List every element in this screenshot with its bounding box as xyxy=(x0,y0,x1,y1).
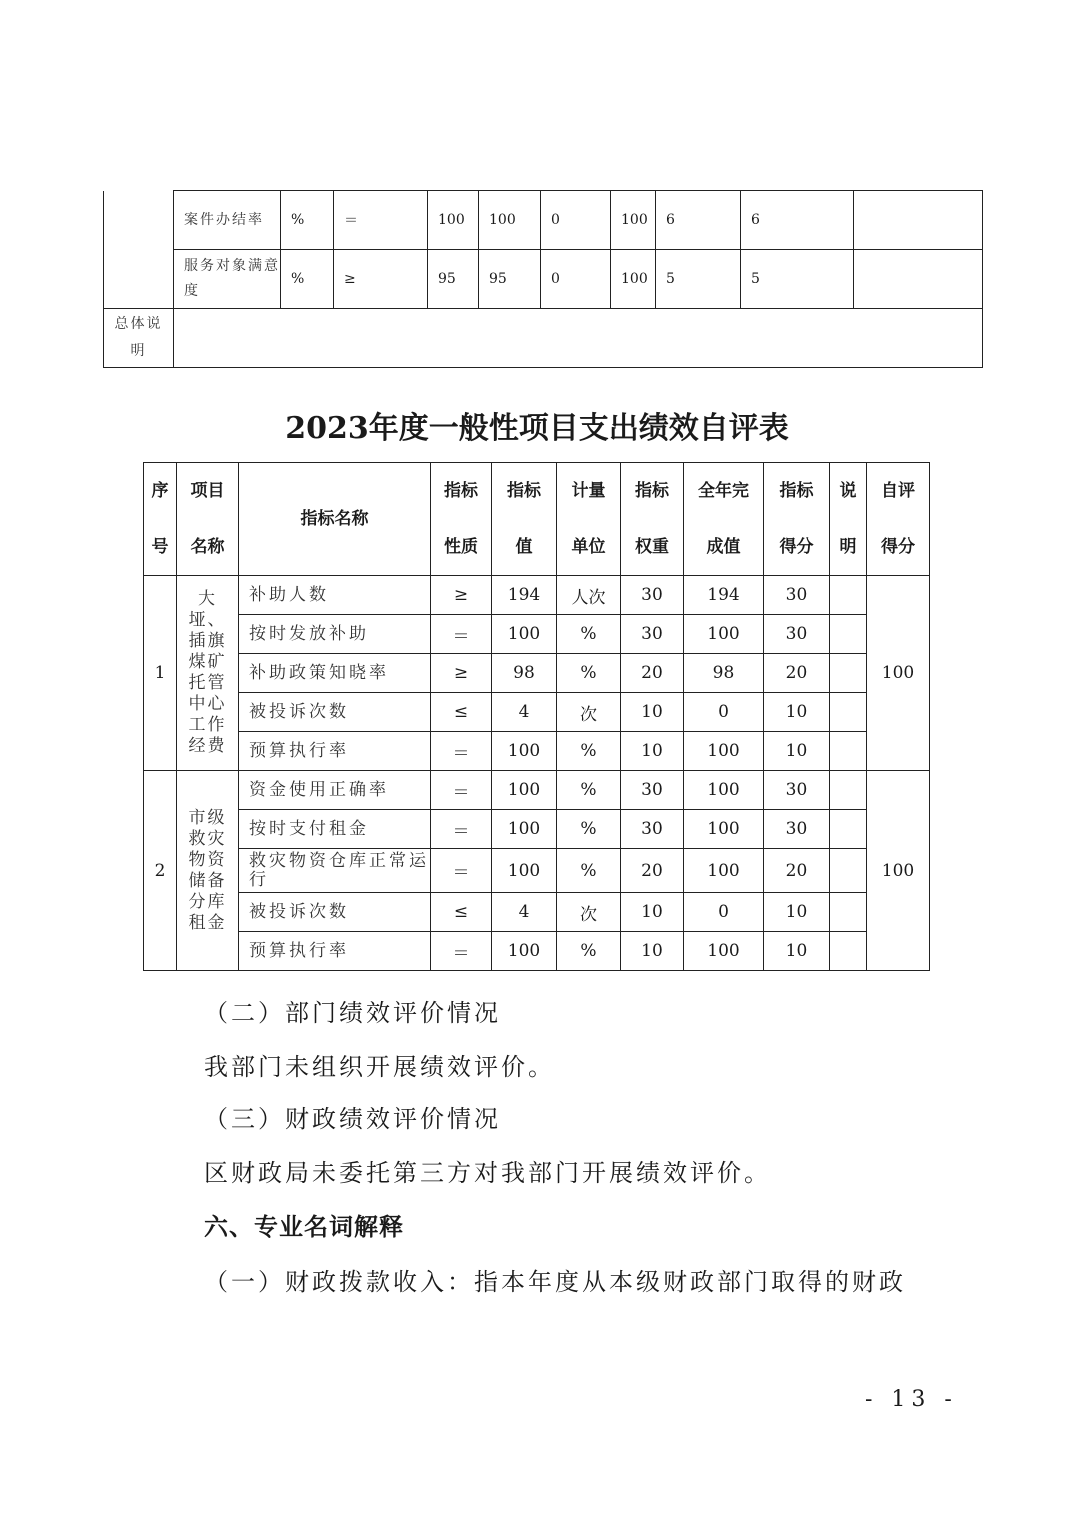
table-row xyxy=(144,615,930,654)
indicator-unit-cell: % xyxy=(557,771,621,810)
column-header xyxy=(177,463,239,576)
indicator-name-cell: 被投诉次数 xyxy=(239,893,431,932)
indicator-weight-cell: 30 xyxy=(621,576,684,615)
indicator-unit-cell: 次 xyxy=(557,893,621,932)
indicator-weight-cell: 10 xyxy=(621,893,684,932)
indicator-note-cell xyxy=(830,810,867,849)
column-header xyxy=(621,463,684,576)
indicator-note-cell xyxy=(830,654,867,693)
subsection-heading: （三）财政绩效评价情况 xyxy=(204,1105,501,1133)
summary-value xyxy=(174,309,983,368)
indicator-actual-cell: 194 xyxy=(684,576,764,615)
indicator-value-cell: 100 xyxy=(492,932,557,971)
column-header-line: 序 xyxy=(151,481,169,501)
indicator-score-cell: 30 xyxy=(764,576,830,615)
indicator-unit-cell: % xyxy=(557,932,621,971)
project-name-cell: 大垭、插旗煤矿托管中心工作经费 xyxy=(177,576,239,771)
indicator-unit-cell: % xyxy=(557,849,621,893)
indicator-name-cell: 补助人数 xyxy=(239,576,431,615)
column-header xyxy=(830,463,867,576)
indicator-value-cell: 4 xyxy=(492,893,557,932)
column-header-line: 名称 xyxy=(190,537,225,557)
nature-cell: ≥ xyxy=(334,250,428,309)
note-cell xyxy=(854,191,983,250)
header-row xyxy=(144,463,930,576)
column-header-line: 全年完 xyxy=(698,481,749,501)
indicator-score-cell: 10 xyxy=(764,893,830,932)
value-cell: 0 xyxy=(541,191,611,250)
seq-cell: 2 xyxy=(144,771,177,971)
column-header-line: 指标 xyxy=(779,481,814,501)
table-row xyxy=(144,693,930,732)
value-cell: 100 xyxy=(428,191,479,250)
value-cell: 6 xyxy=(741,191,854,250)
indicator-nature-cell: ＝ xyxy=(431,849,492,893)
section-heading: 六、专业名词解释 xyxy=(204,1213,404,1241)
indicator-value-cell: 100 xyxy=(492,810,557,849)
column-header xyxy=(684,463,764,576)
self-score-cell: 100 xyxy=(867,576,930,771)
indicator-weight-cell: 20 xyxy=(621,654,684,693)
indicator-weight-cell: 10 xyxy=(621,693,684,732)
indicator-nature-cell: ＝ xyxy=(431,732,492,771)
indicator-name-cell: 预算执行率 xyxy=(239,932,431,971)
column-header-line: 权重 xyxy=(635,537,669,557)
indicator-score-cell: 10 xyxy=(764,932,830,971)
indicator-unit-cell: % xyxy=(557,810,621,849)
indicator-weight-cell: 10 xyxy=(621,932,684,971)
indicator-weight-cell: 10 xyxy=(621,732,684,771)
body-paragraph: 区财政局未委托第三方对我部门开展绩效评价。 xyxy=(204,1159,771,1187)
body-paragraph: （一）财政拨款收入：指本年度从本级财政部门取得的财政 xyxy=(204,1268,906,1296)
table-row xyxy=(104,309,983,368)
indicator-name-cell: 预算执行率 xyxy=(239,732,431,771)
column-header-line: 指标 xyxy=(507,481,541,501)
indicator-unit-cell: % xyxy=(557,732,621,771)
indicator-value-cell: 4 xyxy=(492,693,557,732)
indicator-value-cell: 194 xyxy=(492,576,557,615)
indicator-score-cell: 10 xyxy=(764,732,830,771)
indicator-name-cell: 被投诉次数 xyxy=(239,693,431,732)
table-row xyxy=(104,191,983,250)
column-header xyxy=(492,463,557,576)
table-row xyxy=(104,250,983,309)
page-number: - 13 - xyxy=(865,1387,958,1412)
table-row xyxy=(144,893,930,932)
column-header-line: 成值 xyxy=(706,537,741,557)
column-header xyxy=(867,463,930,576)
column-header-line: 指标 xyxy=(444,481,478,501)
column-header xyxy=(239,463,431,576)
column-header-line: 单位 xyxy=(571,537,606,557)
project-name-cell: 市级救灾物资储备分库租金 xyxy=(177,771,239,971)
seq-cell: 1 xyxy=(144,576,177,771)
subsection-heading: （二）部门绩效评价情况 xyxy=(204,999,501,1027)
indicator-actual-cell: 100 xyxy=(684,849,764,893)
indicator-name-cell: 按时支付租金 xyxy=(239,810,431,849)
value-cell: 100 xyxy=(479,191,541,250)
indicator-unit-cell: % xyxy=(557,615,621,654)
indicator-note-cell xyxy=(830,932,867,971)
indicator-score-cell: 30 xyxy=(764,810,830,849)
indicator-score-cell: 20 xyxy=(764,654,830,693)
indicator-name: 案件办结率 xyxy=(174,191,281,250)
indicator-value-cell: 100 xyxy=(492,615,557,654)
table-title: 2023年度一般性项目支出绩效自评表 xyxy=(285,411,789,446)
column-header-line: 得分 xyxy=(779,537,814,557)
value-cell: 95 xyxy=(479,250,541,309)
indicator-score-cell: 30 xyxy=(764,615,830,654)
merged-left-cell xyxy=(104,191,174,309)
indicator-nature-cell: ＝ xyxy=(431,771,492,810)
table-row xyxy=(144,771,930,810)
table-row xyxy=(144,810,930,849)
indicator-name-cell: 资金使用正确率 xyxy=(239,771,431,810)
indicator-weight-cell: 30 xyxy=(621,615,684,654)
table-row xyxy=(144,932,930,971)
table-row xyxy=(144,849,930,893)
indicator-name-cell: 补助政策知晓率 xyxy=(239,654,431,693)
value-cell: 5 xyxy=(741,250,854,309)
column-header-line: 自评 xyxy=(881,481,915,501)
indicator-actual-cell: 0 xyxy=(684,893,764,932)
column-header xyxy=(431,463,492,576)
column-header xyxy=(557,463,621,576)
column-header-line: 计量 xyxy=(571,481,606,501)
column-header-line: 号 xyxy=(151,537,169,557)
value-cell: 6 xyxy=(656,191,741,250)
indicator-nature-cell: ＝ xyxy=(431,810,492,849)
indicator-nature-cell: ＝ xyxy=(431,932,492,971)
indicator-unit-cell: % xyxy=(557,654,621,693)
indicator-nature-cell: ≤ xyxy=(431,893,492,932)
indicator-note-cell xyxy=(830,893,867,932)
indicator-note-cell xyxy=(830,615,867,654)
column-header xyxy=(144,463,177,576)
indicator-nature-cell: ≥ xyxy=(431,576,492,615)
body-paragraph: 我部门未组织开展绩效评价。 xyxy=(204,1053,555,1081)
indicator-value-cell: 100 xyxy=(492,849,557,893)
column-header-line: 指标名称 xyxy=(300,509,369,529)
indicator-name: 服务对象满意度 xyxy=(174,250,281,309)
value-cell: 95 xyxy=(428,250,479,309)
table-row xyxy=(144,576,930,615)
indicator-value-cell: 98 xyxy=(492,654,557,693)
indicator-unit-cell: 人次 xyxy=(557,576,621,615)
indicator-name-cell: 按时发放补助 xyxy=(239,615,431,654)
column-header-line: 指标 xyxy=(635,481,669,501)
column-header xyxy=(764,463,830,576)
indicator-weight-cell: 20 xyxy=(621,849,684,893)
column-header-line: 明 xyxy=(839,537,857,557)
column-header-line: 说 xyxy=(839,481,857,501)
indicator-nature-cell: ＝ xyxy=(431,615,492,654)
note-cell xyxy=(854,250,983,309)
indicator-note-cell xyxy=(830,732,867,771)
value-cell: 5 xyxy=(656,250,741,309)
indicator-actual-cell: 0 xyxy=(684,693,764,732)
unit-cell: % xyxy=(281,250,334,309)
indicator-actual-cell: 98 xyxy=(684,654,764,693)
unit-cell: % xyxy=(281,191,334,250)
performance-self-evaluation-table xyxy=(143,462,930,971)
indicator-nature-cell: ≤ xyxy=(431,693,492,732)
indicator-score-cell: 30 xyxy=(764,771,830,810)
indicator-weight-cell: 30 xyxy=(621,771,684,810)
summary-label: 总体说明 xyxy=(104,309,174,368)
value-cell: 100 xyxy=(611,191,656,250)
indicator-note-cell xyxy=(830,849,867,893)
indicator-note-cell xyxy=(830,771,867,810)
column-header-line: 得分 xyxy=(881,537,915,557)
indicator-score-cell: 10 xyxy=(764,693,830,732)
value-cell: 100 xyxy=(611,250,656,309)
indicator-score-cell: 20 xyxy=(764,849,830,893)
column-header-line: 项目 xyxy=(190,481,225,501)
nature-cell: ＝ xyxy=(334,191,428,250)
indicator-actual-cell: 100 xyxy=(684,771,764,810)
indicator-name-cell: 救灾物资仓库正常运行 xyxy=(239,849,431,893)
continued-performance-table xyxy=(103,190,983,368)
table-row xyxy=(144,654,930,693)
indicator-note-cell xyxy=(830,576,867,615)
indicator-actual-cell: 100 xyxy=(684,810,764,849)
indicator-value-cell: 100 xyxy=(492,732,557,771)
indicator-actual-cell: 100 xyxy=(684,932,764,971)
indicator-actual-cell: 100 xyxy=(684,732,764,771)
indicator-unit-cell: 次 xyxy=(557,693,621,732)
indicator-value-cell: 100 xyxy=(492,771,557,810)
indicator-weight-cell: 30 xyxy=(621,810,684,849)
self-score-cell: 100 xyxy=(867,771,930,971)
indicator-note-cell xyxy=(830,693,867,732)
column-header-line: 性质 xyxy=(444,537,478,557)
indicator-actual-cell: 100 xyxy=(684,615,764,654)
column-header-line: 值 xyxy=(515,537,533,557)
indicator-nature-cell: ≥ xyxy=(431,654,492,693)
value-cell: 0 xyxy=(541,250,611,309)
table-row xyxy=(144,732,930,771)
